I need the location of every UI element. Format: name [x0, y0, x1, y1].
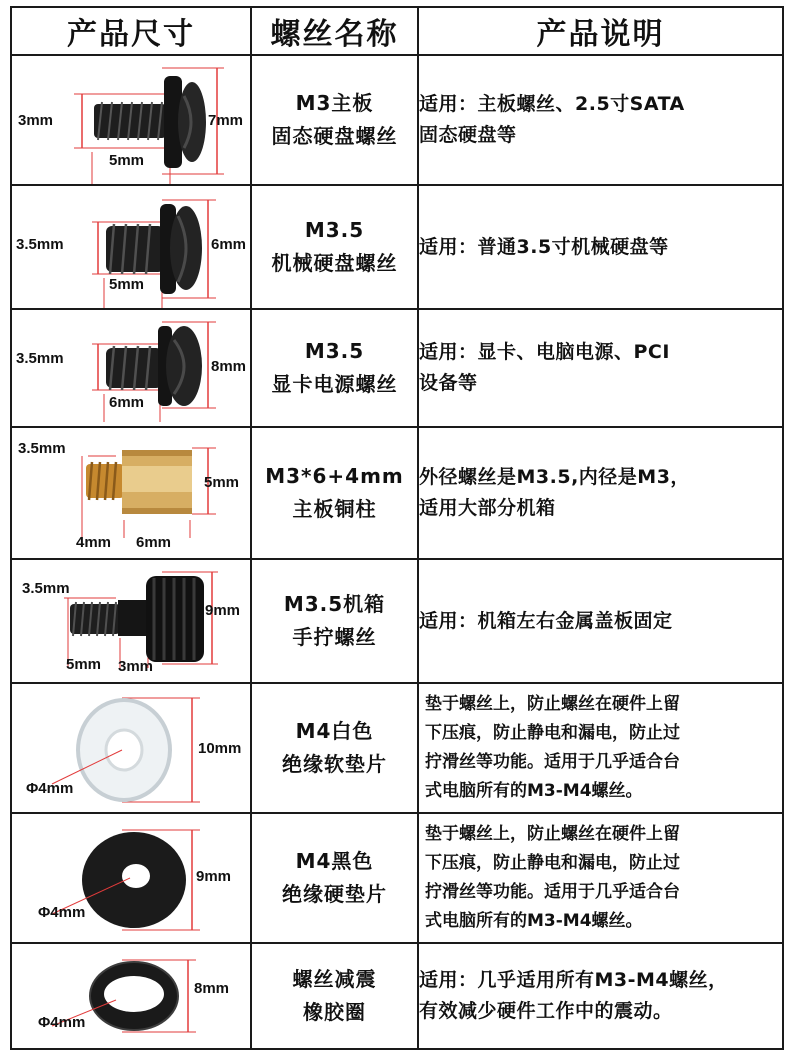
product-desc-cell	[418, 813, 783, 943]
product-name-line: 绝缘软垫片	[282, 752, 387, 776]
dim-label: 3.5mm	[22, 580, 70, 597]
dim-label: 5mm	[109, 276, 145, 293]
header-name: 螺丝名称	[251, 7, 418, 55]
table-row	[11, 943, 783, 1049]
desc-line: 适用：普通3.5寸机械硬盘等	[419, 235, 669, 258]
dim-label: 5mm	[66, 656, 102, 673]
product-name-line: M3.5	[304, 218, 365, 242]
product-name-line: 显卡电源螺丝	[271, 372, 398, 396]
dim-label: Φ4mm	[38, 904, 86, 921]
dim-label: 3.5mm	[16, 236, 64, 253]
table-row	[11, 683, 783, 813]
header-row	[11, 7, 783, 55]
dim-label: Φ4mm	[38, 1014, 86, 1031]
dim-label: 8mm	[211, 358, 247, 375]
product-desc-cell	[418, 427, 783, 559]
product-name-line: 橡胶圈	[303, 1000, 366, 1024]
desc-line: 垫于螺丝上，防止螺丝在硬件上留	[425, 694, 680, 714]
product-name-line: M3*6+4mm	[265, 464, 404, 488]
table-row	[11, 813, 783, 943]
product-desc-cell	[418, 55, 783, 185]
product-name-line: 主板铜柱	[292, 497, 377, 521]
dim-label: 8mm	[194, 980, 230, 997]
desc-line: 拧滑丝等功能。适用于几乎适合台	[425, 882, 680, 902]
dim-label: Φ4mm	[26, 780, 74, 797]
header-desc: 产品说明	[418, 7, 783, 55]
table-row	[11, 559, 783, 683]
product-name-cell	[251, 427, 418, 559]
desc-line: 适用：显卡、电脑电源、PCI	[419, 341, 670, 363]
product-name-cell	[251, 683, 418, 813]
dim-label: 3mm	[18, 112, 54, 129]
product-name-line: M3主板	[295, 91, 374, 115]
desc-line: 设备等	[419, 372, 478, 394]
product-image-cell	[11, 185, 251, 309]
product-image-cell	[11, 427, 251, 559]
desc-line: 适用大部分机箱	[419, 497, 556, 519]
table-row	[11, 55, 783, 185]
product-desc-cell	[418, 559, 783, 683]
product-name-line: M3.5	[304, 339, 365, 363]
product-name-line: 螺丝减震	[292, 967, 377, 991]
product-name-line: M4白色	[295, 719, 374, 743]
product-desc-cell	[418, 309, 783, 427]
dim-label: 3.5mm	[16, 350, 64, 367]
desc-line: 垫于螺丝上，防止螺丝在硬件上留	[425, 824, 680, 844]
dim-label: 3mm	[118, 658, 154, 675]
table-row	[11, 309, 783, 427]
dim-label: 9mm	[196, 868, 232, 885]
dim-label: 5mm	[204, 474, 240, 491]
desc-line: 下压痕，防止静电和漏电，防止过	[425, 853, 680, 873]
desc-line: 式电脑所有的M3-M4螺丝。	[425, 911, 643, 931]
dim-label: 6mm	[136, 534, 172, 551]
product-name-cell	[251, 943, 418, 1049]
dim-label: 5mm	[109, 152, 145, 169]
product-name-line: 机械硬盘螺丝	[271, 251, 398, 275]
table-row	[11, 185, 783, 309]
product-name-line: 绝缘硬垫片	[282, 882, 387, 906]
product-name-line: M4黑色	[295, 849, 374, 873]
dim-label: 3.5mm	[18, 440, 66, 457]
dim-label: 7mm	[208, 112, 244, 129]
desc-line: 式电脑所有的M3-M4螺丝。	[425, 781, 643, 801]
product-image-cell	[11, 813, 251, 943]
desc-line: 外径螺丝是M3.5,内径是M3，	[419, 466, 690, 488]
product-name-cell	[251, 185, 418, 309]
header-size: 产品尺寸	[11, 7, 251, 55]
product-name-cell	[251, 559, 418, 683]
product-desc-cell	[418, 943, 783, 1049]
dim-label: 9mm	[205, 602, 241, 619]
desc-line: 适用：几乎适用所有M3-M4螺丝，	[419, 969, 728, 991]
desc-line: 适用：机箱左右金属盖板固定	[419, 609, 673, 632]
dim-label: 10mm	[198, 740, 242, 757]
desc-line: 固态硬盘等	[419, 124, 517, 146]
desc-line: 拧滑丝等功能。适用于几乎适合台	[425, 752, 680, 772]
product-name-cell	[251, 55, 418, 185]
desc-line: 下压痕，防止静电和漏电，防止过	[425, 723, 680, 743]
dim-label: 4mm	[76, 534, 112, 551]
table-row	[11, 427, 783, 559]
product-desc-cell	[418, 683, 783, 813]
product-image-cell	[11, 683, 251, 813]
product-image-cell	[11, 559, 251, 683]
product-name-line: 手拧螺丝	[292, 625, 377, 649]
product-image-cell	[11, 943, 251, 1049]
product-desc-cell	[418, 185, 783, 309]
product-image-cell	[11, 55, 251, 185]
product-name-line: M3.5机箱	[283, 592, 386, 616]
desc-line: 适用：主板螺丝、2.5寸SATA	[419, 93, 685, 115]
dim-label: 6mm	[109, 394, 145, 411]
product-name-cell	[251, 309, 418, 427]
product-image-cell	[11, 309, 251, 427]
spec-table	[10, 6, 784, 1050]
product-name-cell	[251, 813, 418, 943]
dim-label: 6mm	[211, 236, 247, 253]
product-name-line: 固态硬盘螺丝	[271, 124, 398, 148]
desc-line: 有效减少硬件工作中的震动。	[419, 1000, 673, 1022]
